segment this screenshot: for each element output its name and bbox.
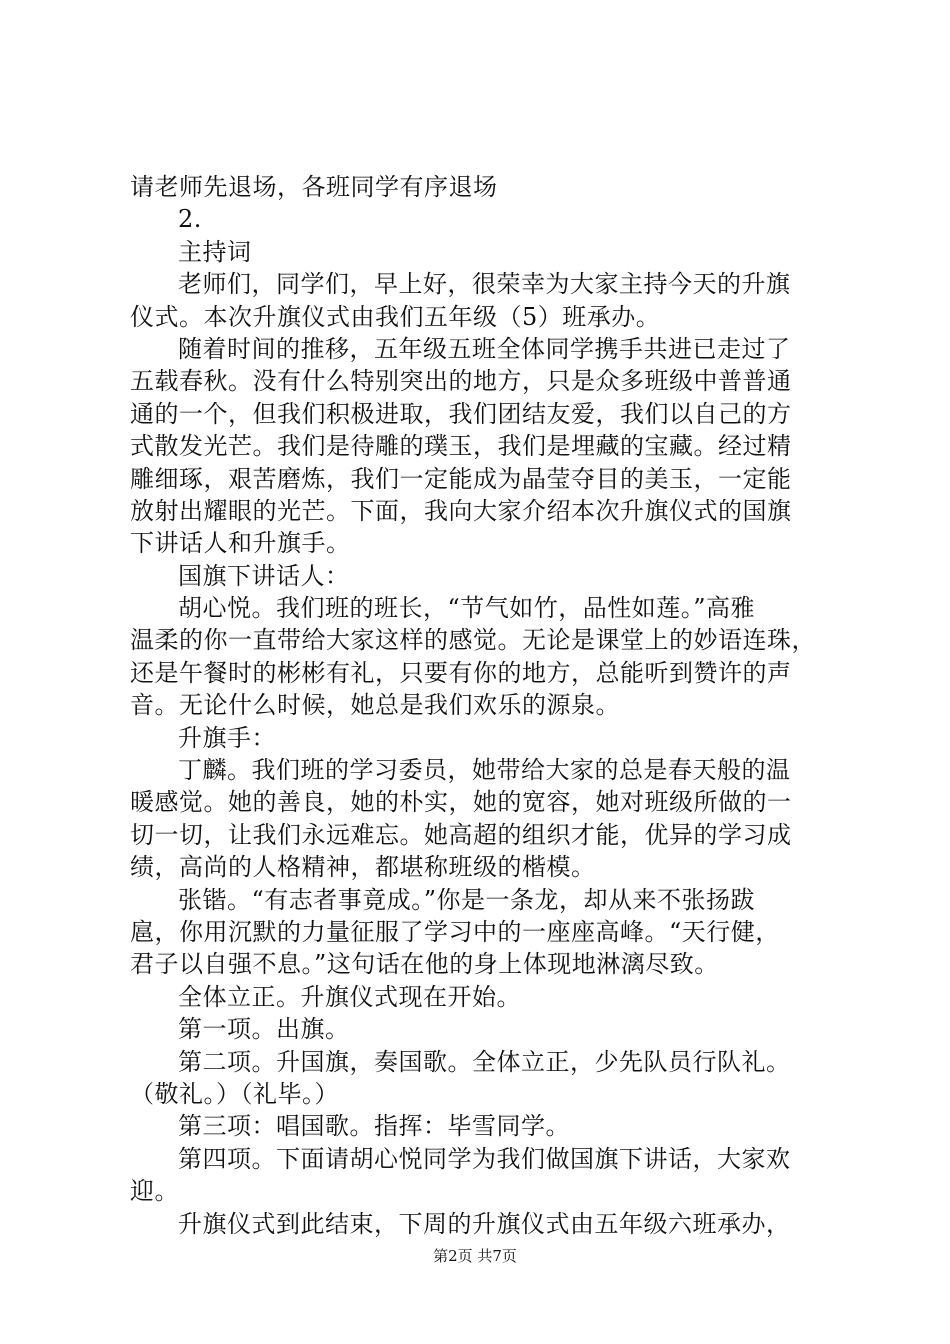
text-line: 放射出耀眼的光芒。下面，我向大家介绍本次升旗仪式的国旗 — [130, 496, 792, 525]
text-line: 君子以自强不息。”这句话在他的身上体现地淋漓尽致。 — [130, 950, 719, 979]
text-line: 升旗仪式到此结束，下周的升旗仪式由五年级六班承办， — [178, 1209, 791, 1238]
text-line: 扈，你用沉默的力量征服了学习中的一座座高峰。“天行健， — [130, 917, 780, 946]
text-line: 还是午餐时的彬彬有礼，只要有你的地方，总能听到赞许的声 — [130, 658, 792, 687]
text-line: 五载春秋。没有什么特别突出的地方，只是众多班级中普普通 — [130, 367, 792, 396]
text-line: 绩，高尚的人格精神，都堪称班级的楷模。 — [130, 853, 596, 882]
text-line: 仪式。本次升旗仪式由我们五年级（5）班承办。 — [130, 302, 661, 331]
text-line: 第二项。升国旗，奏国歌。全体立正，少先队员行队礼。 — [178, 1047, 791, 1076]
text-line: 第一项。出旗。 — [178, 1015, 350, 1044]
text-line: 第三项：唱国歌。指挥：毕雪同学。 — [178, 1112, 570, 1141]
text-line: （敬礼。）（礼毕。） — [130, 1079, 339, 1108]
text-line: 丁麟。我们班的学习委员，她带给大家的总是春天般的温 — [178, 756, 791, 785]
document-body — [130, 171, 835, 1240]
text-line: 第四项。下面请胡心悦同学为我们做国旗下讲话，大家欢 — [178, 1144, 791, 1173]
page-footer: 第2页 共7页 — [433, 1247, 517, 1265]
text-line: 老师们，同学们，早上好，很荣幸为大家主持今天的升旗 — [178, 270, 791, 299]
text-line: 胡心悦。我们班的班长，“节气如竹，品性如莲。”高雅 — [178, 594, 756, 623]
text-line: 音。无论什么时候，她总是我们欢乐的源泉。 — [130, 691, 620, 720]
text-line: 随着时间的推移，五年级五班全体同学携手共进已走过了 — [178, 334, 791, 363]
text-line: 请老师先退场，各班同学有序退场 — [130, 173, 498, 201]
text-line: 下讲话人和升旗手。 — [130, 529, 351, 558]
text-line: 2. — [178, 205, 202, 234]
text-line: 雕细琢，艰苦磨炼，我们一定能成为晶莹夺目的美玉，一定能 — [130, 464, 792, 493]
text-line: 切一切，让我们永远难忘。她高超的组织才能，优异的学习成 — [130, 820, 792, 849]
text-line: 国旗下讲话人： — [178, 561, 350, 590]
text-line: 升旗手： — [178, 723, 276, 752]
text-line: 暖感觉。她的善良，她的朴实，她的宽容，她对班级所做的一 — [130, 788, 792, 817]
text-line: 通的一个，但我们积极进取，我们团结友爱，我们以自己的方 — [130, 399, 792, 428]
text-line: 温柔的你一直带给大家这样的感觉。无论是课堂上的妙语连珠， — [130, 626, 816, 655]
text-line: 迎。 — [130, 1177, 179, 1206]
text-line: 全体立正。升旗仪式现在开始。 — [178, 982, 521, 1011]
text-line: 主持词 — [178, 237, 252, 266]
text-line: 式散发光芒。我们是待雕的璞玉，我们是埋藏的宝藏。经过精 — [130, 432, 792, 461]
text-line: 张锴。“有志者事竟成。”你是一条龙，却从来不张扬跋 — [178, 885, 756, 914]
